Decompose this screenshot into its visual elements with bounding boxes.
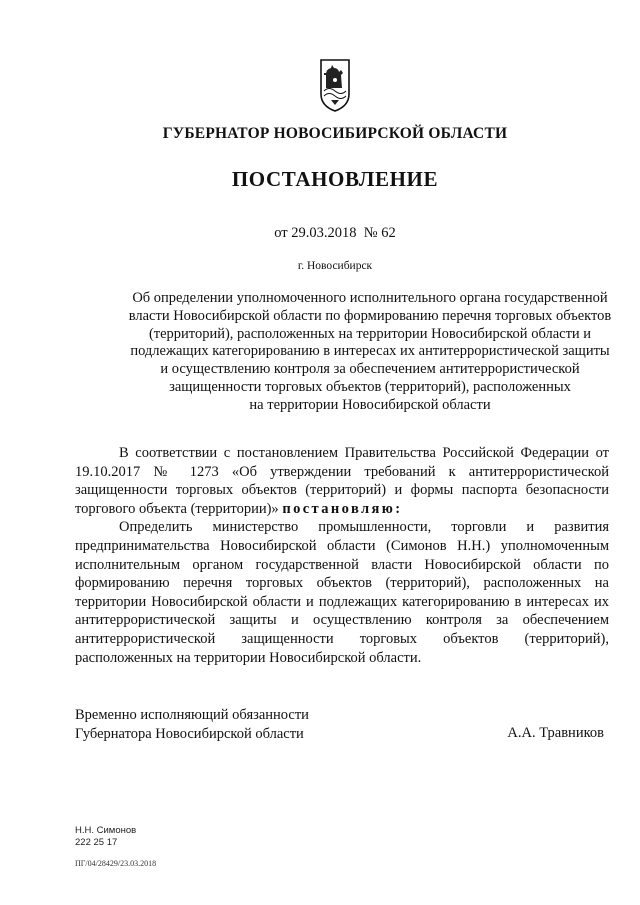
issuing-city: г. Новосибирск [297, 260, 373, 272]
signatory-position [75, 706, 309, 744]
preamble-text: В соответствии с постановлением Правительства Российской Федерации от 19.10.2017 № 1273 «Об утверждении требований к антитеррористической защищенности торговых объектов (территорий) и формы паспорта безопасности торгового объекта (территории)» [75, 445, 609, 517]
executor-phone: 222 25 17 [75, 837, 118, 848]
title-line: (территорий), расположенных на территории Новосибирской области и [148, 325, 592, 342]
executor-info [75, 825, 136, 849]
title-line: Об определении уполномоченного исполнительного органа государственной [132, 290, 608, 306]
executor-name: Н.Н. Симонов [75, 825, 137, 836]
title-line: и осуществлению контроля за обеспечением антитеррористической [160, 361, 580, 378]
document-code: ПГ/04/28429/23.03.2018 [75, 859, 157, 868]
preamble-paragraph [75, 444, 609, 518]
operative-paragraph: Определить министерство промышленности, торговли и развития предпринимательства Новосибирской области (Симонов Н.Н.) уполномоченным исполнительным органом государственной власти Новосибирской области по формированию перечня торговых объектов (территорий), расположенных на территории Новосибирской области и подлежащих категорированию в интересах их антитеррористической защиты и осуществлению контроля за обеспечением антитеррористической защищенности торговых объектов (территорий), расположенных на территории Новосибирской области. [75, 519, 609, 666]
document-body [75, 444, 609, 667]
title-line: подлежащих категорированию в интересах их антитеррористической защиты [130, 343, 610, 360]
signatory-position-line: Временно исполняющий обязанности [75, 707, 309, 723]
document-date-number: от 29.03.2018 № 62 [274, 225, 396, 241]
title-line: власти Новосибирской области по формированию перечня торговых объектов [128, 307, 612, 324]
title-line: защищенности торговых объектов (территорий), расположенных [169, 378, 571, 395]
document-type-heading: ПОСТАНОВЛЕНИЕ [231, 167, 439, 191]
document-title [70, 290, 640, 415]
title-line: на территории Новосибирской области [249, 396, 491, 413]
resolution-keyword: постановляю: [282, 500, 403, 517]
signatory-name: А.А. Травников [507, 725, 604, 741]
signatory-position-line: Губернатора Новосибирской области [75, 726, 304, 742]
issuing-authority: ГУБЕРНАТОР НОВОСИБИРСКОЙ ОБЛАСТИ [162, 125, 508, 142]
coat-of-arms-icon [319, 58, 351, 113]
